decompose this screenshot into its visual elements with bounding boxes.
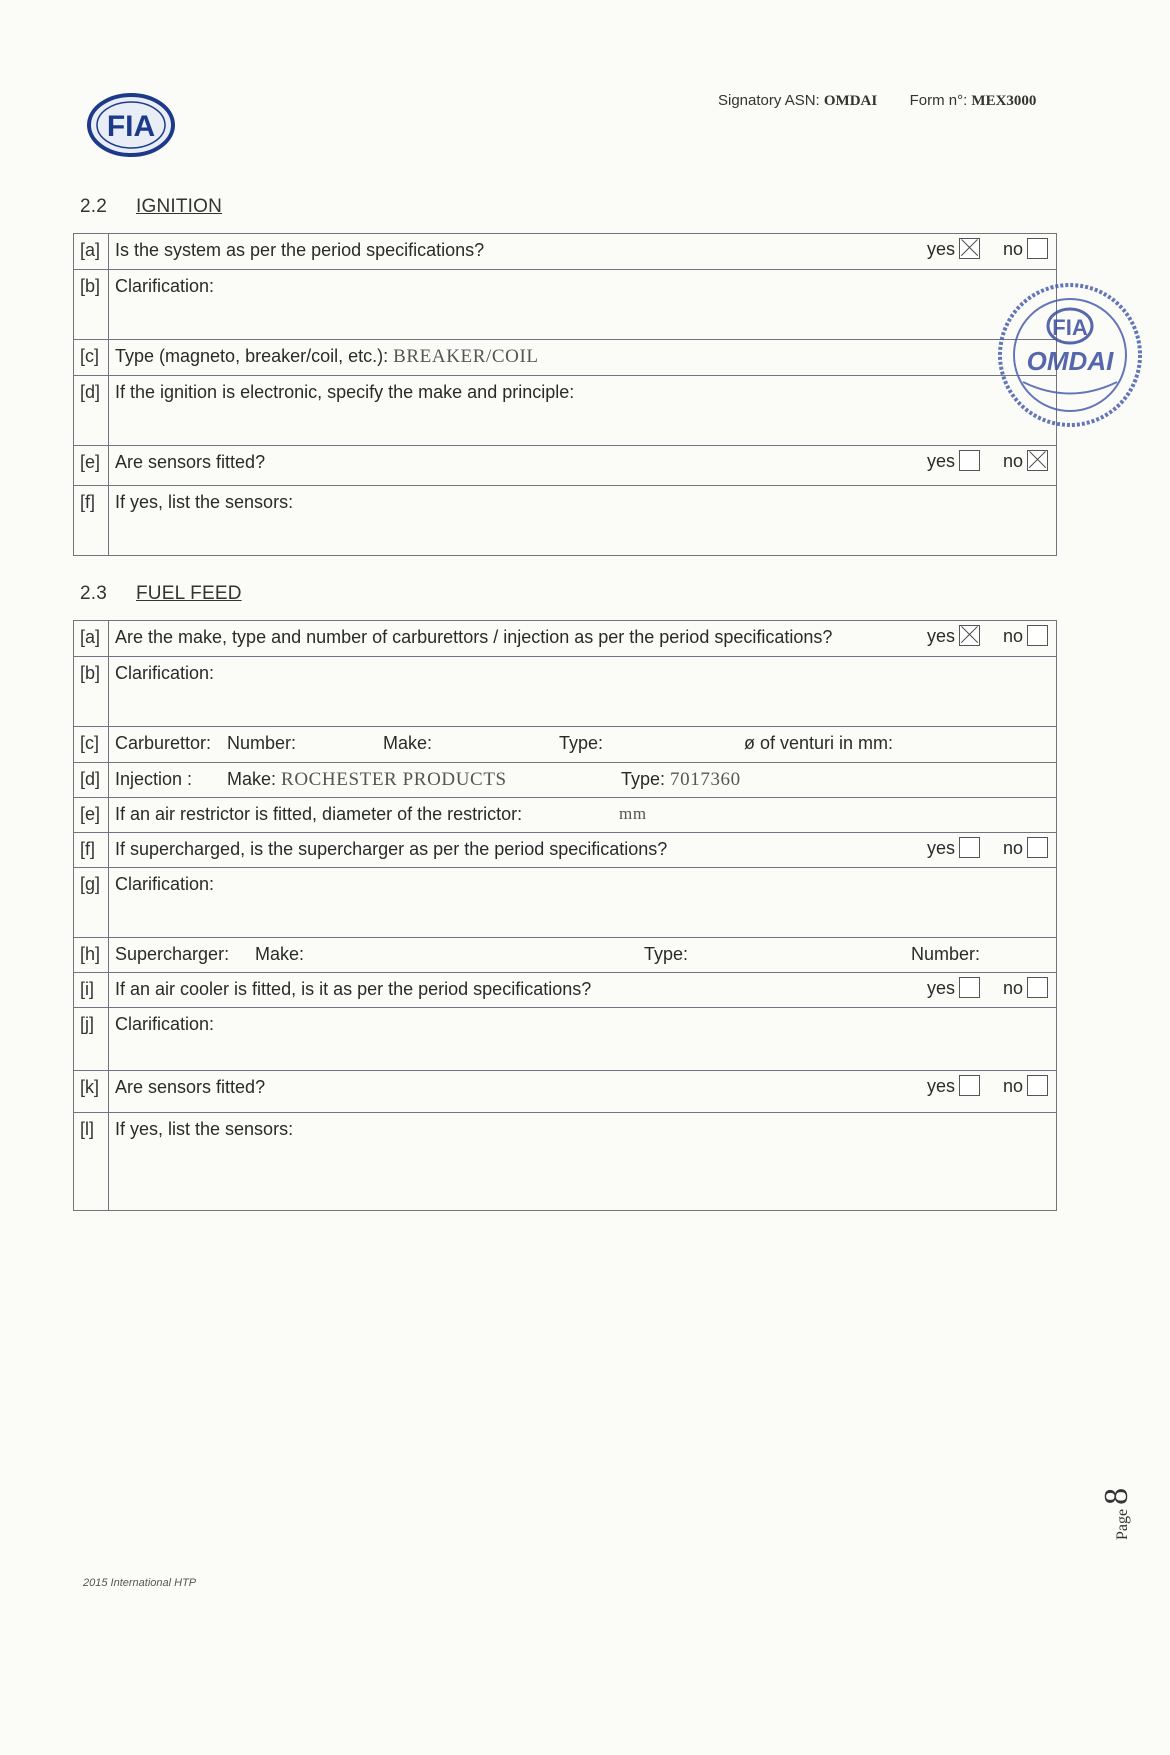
yes-label: yes	[926, 451, 955, 471]
row-label: If an air restrictor is fitted, diameter of the restrictor:	[115, 804, 523, 824]
yes-label: yes	[926, 1076, 955, 1096]
no-checkbox[interactable]	[1027, 977, 1048, 998]
section-number: 2.3	[80, 583, 108, 604]
row-label: Is the system as per the period specifications?	[115, 240, 485, 260]
table-row	[74, 234, 1057, 270]
row-key: [c]	[74, 727, 109, 763]
no-label: no	[1002, 1076, 1023, 1096]
table-row	[74, 486, 1057, 556]
form-number-label: Form n°:	[909, 92, 968, 109]
footer-text: 2015 International HTP	[83, 1577, 197, 1589]
asn-label: Signatory ASN:	[718, 92, 820, 109]
clarification-field[interactable]: Clarification:	[115, 276, 215, 296]
injection-type-value[interactable]: 7017360	[670, 769, 741, 790]
row-key: [b]	[74, 657, 109, 727]
table-row	[74, 868, 1057, 938]
row-key: [i]	[74, 973, 109, 1008]
section-name: IGNITION	[136, 196, 223, 217]
omdai-stamp	[995, 280, 1145, 430]
yes-label: yes	[926, 239, 955, 259]
yes-checkbox[interactable]	[959, 450, 980, 471]
yes-checkbox[interactable]	[959, 837, 980, 858]
row-label: If an air cooler is fitted, is it as per the period specifications?	[115, 979, 592, 999]
row-key: [k]	[74, 1071, 109, 1113]
form-header	[718, 92, 1036, 110]
injection-type-label: Type:	[621, 769, 666, 789]
supercharger-type-field[interactable]: Type:	[644, 944, 689, 964]
table-row	[74, 376, 1057, 446]
yes-label: yes	[926, 626, 955, 646]
injection-make-label: Make:	[227, 769, 277, 789]
table-row	[74, 270, 1057, 340]
electronic-ignition-field[interactable]: If the ignition is electronic, specify the make and principle:	[115, 382, 575, 402]
row-label: Are sensors fitted?	[115, 452, 266, 472]
row-key: [d]	[74, 763, 109, 798]
no-checkbox[interactable]	[1027, 450, 1048, 471]
supercharger-make-field[interactable]: Make:	[255, 944, 305, 964]
row-label: Are the make, type and number of carburettors / injection as per the period specifications?	[115, 627, 833, 647]
no-label: no	[1002, 978, 1023, 998]
no-checkbox[interactable]	[1027, 837, 1048, 858]
table-row	[74, 657, 1057, 727]
ignition-type-value[interactable]: BREAKER/COIL	[393, 346, 539, 367]
row-label: Are sensors fitted?	[115, 1077, 266, 1097]
table-row	[74, 938, 1057, 973]
yes-checkbox[interactable]	[959, 238, 980, 259]
no-label: no	[1002, 838, 1023, 858]
table-row	[74, 1008, 1057, 1071]
carburettor-number-field[interactable]: Number:	[227, 733, 297, 753]
sensors-list-field[interactable]: If yes, list the sensors:	[115, 1119, 294, 1139]
row-key: [j]	[74, 1008, 109, 1071]
supercharger-number-field[interactable]: Number:	[911, 944, 981, 964]
yes-checkbox[interactable]	[959, 625, 980, 646]
row-key: [g]	[74, 868, 109, 938]
row-label: Type (magneto, breaker/coil, etc.):	[115, 346, 389, 366]
no-label: no	[1002, 451, 1023, 471]
logo-text: FIA	[106, 110, 156, 143]
row-key: [f]	[74, 486, 109, 556]
row-key: [e]	[74, 446, 109, 486]
section-title-ignition	[80, 196, 222, 218]
table-row	[74, 973, 1057, 1008]
yes-label: yes	[926, 838, 955, 858]
table-row	[74, 833, 1057, 868]
no-checkbox[interactable]	[1027, 1075, 1048, 1096]
row-label: Carburettor:	[115, 733, 212, 753]
fuel-feed-table	[73, 620, 1057, 1211]
row-key: [e]	[74, 798, 109, 833]
injection-make-value[interactable]: ROCHESTER PRODUCTS	[281, 769, 507, 790]
row-key: [b]	[74, 270, 109, 340]
clarification-field[interactable]: Clarification:	[115, 663, 215, 683]
table-row	[74, 1113, 1057, 1211]
section-number: 2.2	[80, 196, 108, 217]
page-number-value: 8	[1098, 1487, 1135, 1505]
row-label: Supercharger:	[115, 944, 230, 964]
stamp-omdai-text: OMDAI	[1026, 346, 1114, 376]
table-row	[74, 727, 1057, 763]
row-key: [c]	[74, 340, 109, 376]
no-checkbox[interactable]	[1027, 625, 1048, 646]
table-row	[74, 763, 1057, 798]
yes-label: yes	[926, 978, 955, 998]
section-name: FUEL FEED	[136, 583, 242, 604]
restrictor-diameter-field[interactable]: mm	[619, 804, 647, 823]
table-row	[74, 446, 1057, 486]
yes-checkbox[interactable]	[959, 977, 980, 998]
page-word: Page	[1114, 1508, 1131, 1540]
form-number-value: MEX3000	[971, 93, 1037, 109]
ignition-table	[73, 233, 1057, 556]
asn-value: OMDAI	[823, 93, 878, 109]
stamp-fia-text: FIA	[1052, 315, 1088, 340]
yes-checkbox[interactable]	[959, 1075, 980, 1096]
venturi-diameter-field[interactable]: ø of venturi in mm:	[744, 733, 894, 753]
row-key: [a]	[74, 621, 109, 657]
table-row	[74, 798, 1057, 833]
sensors-list-field[interactable]: If yes, list the sensors:	[115, 492, 294, 512]
row-key: [f]	[74, 833, 109, 868]
no-checkbox[interactable]	[1027, 238, 1048, 259]
page-number	[1098, 1487, 1158, 1540]
row-label: Injection :	[115, 769, 193, 789]
row-label: If supercharged, is the supercharger as per the period specifications?	[115, 839, 668, 859]
no-label: no	[1002, 626, 1023, 646]
no-label: no	[1002, 239, 1023, 259]
row-key: [d]	[74, 376, 109, 446]
row-key: [h]	[74, 938, 109, 973]
section-title-fuel-feed	[80, 583, 242, 605]
row-key: [a]	[74, 234, 109, 270]
carburettor-type-field[interactable]: Type:	[559, 733, 604, 753]
row-key: [l]	[74, 1113, 109, 1211]
table-row	[74, 340, 1057, 376]
table-row	[74, 1071, 1057, 1113]
table-row	[74, 621, 1057, 657]
fia-logo	[86, 92, 176, 158]
carburettor-make-field[interactable]: Make:	[383, 733, 433, 753]
clarification-field[interactable]: Clarification:	[115, 1014, 215, 1034]
clarification-field[interactable]: Clarification:	[115, 874, 215, 894]
